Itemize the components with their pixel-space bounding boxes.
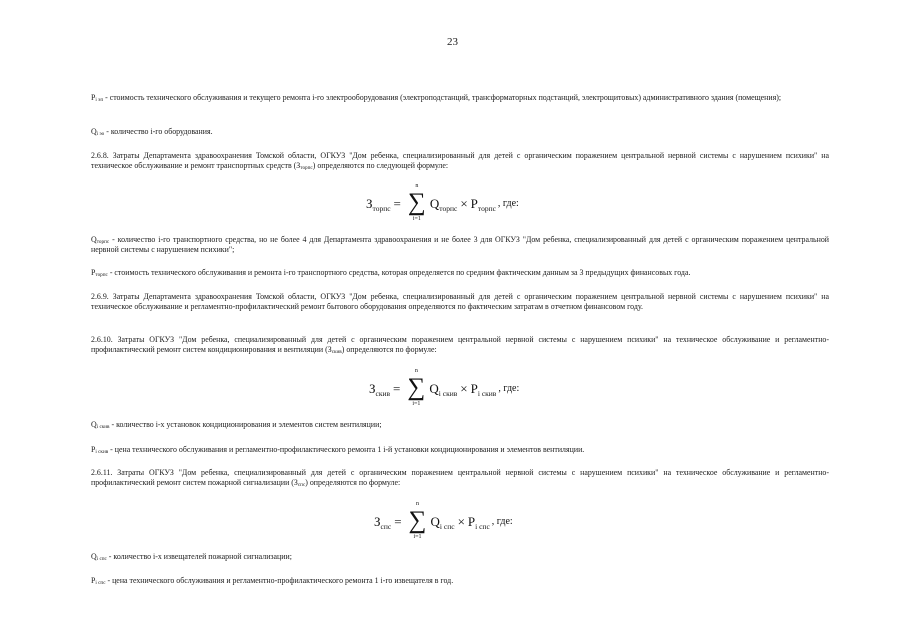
section-text: 2.6.10. Затраты ОГКУЗ "Дом ребенка, специализированный для детей с органическим поражением центральной нервной системы с нарушением психики" на техническое обслуживание и регламентно-профилактический ремонт систем кондиционирования и вентиляции (З	[91, 335, 829, 354]
definition-p-skiv	[91, 445, 829, 455]
definition-q-eo	[91, 127, 829, 137]
times-sign: ×	[457, 514, 465, 530]
symbol: P	[91, 576, 96, 585]
symbol: Q	[91, 420, 97, 429]
formula-tail: , где:	[491, 516, 513, 528]
formula-lhs: $З_{скив}$	[369, 381, 391, 398]
formula-tail: , где:	[498, 383, 520, 395]
sum-upper-limit: n	[414, 368, 418, 374]
symbol: P	[91, 445, 96, 454]
sigma-symbol: ∑	[407, 374, 426, 401]
definition-p-sps	[91, 576, 829, 586]
definition-p-torps	[91, 268, 829, 278]
section-text: 2.6.9. Затраты Департамента здравоохранения Томской области, ОГКУЗ "Дом ребенка, специализированный для детей с органическим поражением центральной нервной системы с нарушением психики" на техническое обслуживание и регламентно-профилактический ремонт бытового оборудования определяются по фактическим затратам в отчетном финансовом году.	[91, 292, 829, 311]
symbol-subscript: i эо	[96, 131, 105, 137]
sum-lower-limit: i=1	[412, 216, 421, 222]
formula-q: $Q_{i спс}$	[430, 514, 455, 531]
symbol: P	[91, 268, 96, 277]
definition-text: - количество i-го оборудования.	[104, 127, 213, 136]
symbol-subscript: i скив	[95, 449, 109, 455]
formula-lhs: $З_{торпс}$	[366, 196, 391, 213]
section-tail: ) определяются по формуле:	[305, 477, 401, 487]
formula-p: $P_{торпс}$	[470, 196, 496, 213]
formula-tail: , где:	[497, 198, 519, 210]
sum-operator	[407, 184, 427, 224]
section-2-6-11	[91, 468, 829, 487]
section-2-6-8	[91, 151, 829, 170]
sum-lower-limit: i=1	[413, 534, 422, 540]
section-text: 2.6.8. Затраты Департамента здравоохранения Томской области, ОГКУЗ "Дом ребенка, специализированный для детей с органическим поражением центральной нервной системы с нарушением психики" на техническое обслуживание и ремонт транспортных средств (З	[91, 151, 829, 170]
formula-lhs: $З_{спс}$	[374, 514, 392, 531]
symbol-subscript: торпс	[96, 239, 110, 245]
symbol: Q	[91, 235, 97, 244]
definition-text: - количество i-го транспортного средства, но не более 4 для Департамента здравоохранения и не более 3 для ОГКУЗ "Дом ребенка, специализированный для детей с органическим поражением центральной нервной системы с нарушением психики";	[91, 235, 829, 254]
definition-text: - цена технического обслуживания и регламентно-профилактического ремонта 1 i-го извещателя в год.	[105, 576, 454, 585]
sum-upper-limit: n	[415, 183, 419, 189]
symbol: Q	[91, 552, 97, 561]
times-sign: ×	[460, 381, 468, 397]
section-2-6-9	[91, 292, 829, 311]
sum-operator	[408, 502, 428, 542]
formula-q: $Q_{торпс}$	[429, 196, 458, 213]
section-tail: ) определяются по следующей формуле:	[312, 160, 449, 170]
page-number: 23	[447, 36, 458, 48]
definition-text: - цена технического обслуживания и регламентно-профилактического ремонта 1 i-й установки кондиционирования и элементов вентиляции.	[108, 445, 585, 454]
symbol: Q	[91, 127, 97, 136]
symbol-subscript: i скив	[96, 424, 110, 430]
sum-upper-limit: n	[416, 501, 420, 507]
definition-text: - количество i-х установок кондиционирования и элементов систем вентиляции;	[109, 420, 382, 429]
formula-p: $P_{i скив}$	[470, 381, 497, 398]
formula-p: $P_{i спс}$	[467, 514, 490, 531]
section-tail: ) определяются по формуле:	[341, 344, 437, 354]
definition-text: - количество i-х извещателей пожарной сигнализации;	[106, 552, 292, 561]
equals-sign: =	[393, 381, 401, 397]
section-subscript: скив	[331, 348, 342, 355]
symbol-subscript: i спс	[95, 580, 106, 586]
equals-sign: =	[394, 514, 402, 530]
symbol: P	[91, 93, 96, 102]
definition-p-ep	[91, 93, 829, 103]
formula-q: $Q_{i скив}$	[429, 381, 458, 398]
definition-q-torps	[91, 235, 829, 254]
definition-q-sps	[91, 552, 829, 562]
sigma-symbol: ∑	[407, 189, 426, 216]
sigma-symbol: ∑	[408, 507, 427, 534]
symbol-subscript: торпс	[95, 272, 108, 278]
section-subscript: спс	[297, 481, 306, 488]
definition-text: - стоимость технического обслуживания и текущего ремонта i-го электрооборудования (электроподстанций, трансформаторных подстанций, электрощитовых) административного здания (помещения);	[103, 93, 782, 102]
formula-sps	[0, 502, 905, 542]
formula-torps	[0, 184, 905, 224]
section-subscript: торпс	[300, 164, 313, 171]
section-text: 2.6.11. Затраты ОГКУЗ "Дом ребенка, специализированный для детей с органическим поражением центральной нервной системы с нарушением психики" на техническое обслуживание и регламентно-профилактический ремонт систем пожарной сигнализации (З	[91, 468, 829, 487]
sum-lower-limit: i=1	[412, 401, 421, 407]
sum-operator	[406, 369, 426, 409]
definition-q-skiv	[91, 420, 829, 430]
formula-skiv	[0, 369, 905, 409]
equals-sign: =	[393, 196, 401, 212]
symbol-subscript: i спс	[96, 556, 107, 562]
symbol-subscript: i эп	[95, 97, 104, 103]
section-2-6-10	[91, 335, 829, 354]
times-sign: ×	[460, 196, 468, 212]
definition-text: - стоимость технического обслуживания и ремонта i-го транспортного средства, которая определяется по средним фактическим данным за 3 предыдущих финансовых года.	[107, 268, 691, 277]
